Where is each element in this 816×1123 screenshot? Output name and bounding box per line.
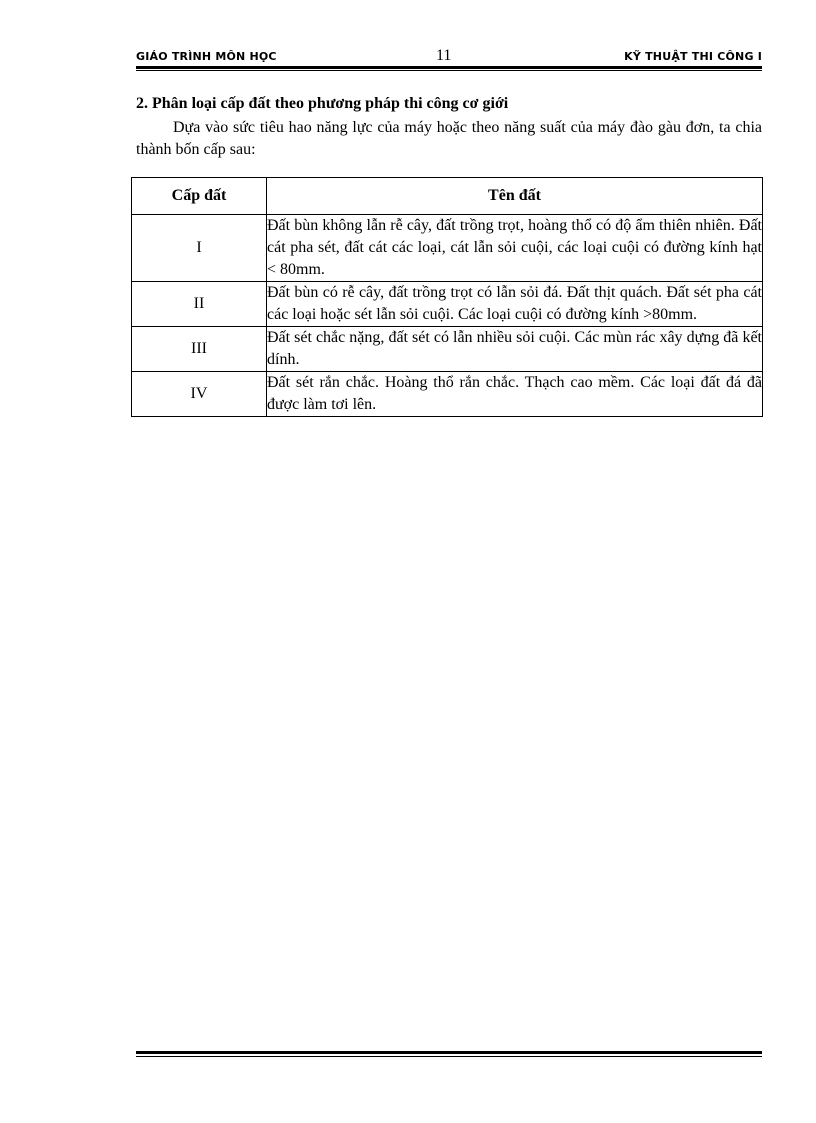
grade-cell: II xyxy=(132,282,267,327)
table-row xyxy=(132,215,763,282)
grade-cell: IV xyxy=(132,372,267,417)
soil-grade-table xyxy=(131,177,763,417)
footer-rule-thin xyxy=(136,1056,762,1057)
table-header-row xyxy=(132,178,763,215)
column-header-grade: Cấp đất xyxy=(132,178,267,215)
soil-name-cell: Đất bùn có rễ cây, đất trồng trọt có lẫn sỏi đá. Đất thịt quách. Đất sét pha cát các loại hoặc sét lẫn sỏi cuội. Các loại cuội có đường kính >80mm. xyxy=(267,282,763,327)
table-row xyxy=(132,372,763,417)
table-row xyxy=(132,327,763,372)
page-number: 11 xyxy=(436,47,452,64)
intro-paragraph: Dựa vào sức tiêu hao năng lực của máy hoặc theo năng suất của máy đào gàu đơn, ta chia thành bốn cấp sau: xyxy=(136,119,762,158)
header-rule-thin xyxy=(136,70,762,71)
soil-name-cell: Đất sét chắc nặng, đất sét có lẫn nhiều sỏi cuội. Các mùn rác xây dựng đã kết dính. xyxy=(267,327,763,372)
subject-title: KỸ THUẬT THI CÔNG I xyxy=(624,50,762,63)
header-rule-thick xyxy=(136,66,762,69)
grade-cell: I xyxy=(132,215,267,282)
table-row xyxy=(132,282,763,327)
footer-rule-thick xyxy=(136,1051,762,1054)
soil-name-cell: Đất bùn không lẫn rễ cây, đất trồng trọt, hoàng thổ có độ ẩm thiên nhiên. Đất cát pha sét, đất cát các loại, cát lẫn sỏi cuội, các loại cuội có đường kính hạt < 80mm. xyxy=(267,215,763,282)
grade-cell: III xyxy=(132,327,267,372)
section-heading: 2. Phân loại cấp đất theo phương pháp thi công cơ giới xyxy=(136,95,509,112)
course-title: GIÁO TRÌNH MÔN HỌC xyxy=(136,50,277,63)
column-header-soil-name: Tên đất xyxy=(267,178,763,215)
soil-name-cell: Đất sét rắn chắc. Hoàng thổ rắn chắc. Thạch cao mềm. Các loại đất đá đã được làm tơi lên. xyxy=(267,372,763,417)
page-header xyxy=(136,48,762,68)
